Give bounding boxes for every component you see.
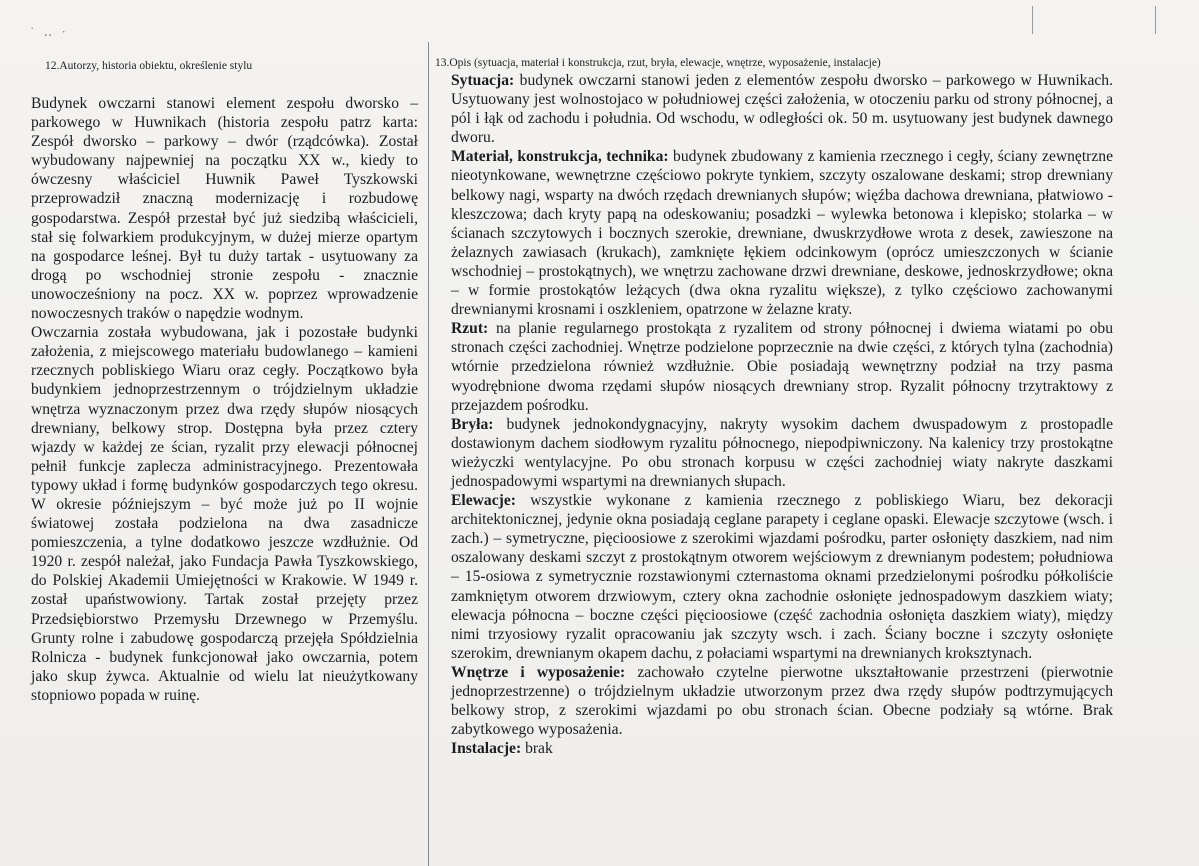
description-column [435,57,1113,758]
section-label: Rzut: [451,320,489,338]
top-border-line-left [1032,6,1033,34]
section-material [435,147,1113,319]
section-massing [435,415,1113,491]
section-label: Wnętrze i wyposażenie: [451,663,626,681]
section-body: wszystkie wykonane z kamienia rzecznego z pobliskiego Wiaru, bez dekoracji architektonicznej, jedynie okna posiadają ceglane parapety i ceglane opaski. Elewacje szczytowe (wsch. i zach.) – symetryczne, pięcioosiowe z szerokimi wjazdami pośrodku, parter osłonięty daszkiem, nad nim oszalowany deskami szczyt z prostokątnym otworem wejściowym z drewnianym podestem; południowa – 15-osiowa z symetrycznie rozstawionymi czternastoma oknami przedzielonymi pośrodku półkoliście zamkniętym otworem drzwiowym, cztery okna zachodnie osłonięte jednospadowym daszkiem wiaty; elewacja północna – boczne części pięcioosiowe (część zachodnia osłonięta daszkiem wiaty), między nimi trzyosiowy ryzalit opracowaniu jak szczyty wsch. i zach. Ściany boczne i szczyty osłonięte szerokim, drewnianym okapem dachu, z połaciami wspartymi na drewnianych kroksztynach. [451,492,1113,662]
history-text [31,94,418,705]
section-body: budynek jednokondygnacyjny, nakryty wysokim dachem dwuspadowym z prostopadle dostawionym dachem siodłowym ryzalitu północnego, niepodpiwniczony. Na kalenicy trzy prostokątne wieżyczki wentylacyjne. Po obu stronach korpusu w części zachodniej wiaty nakryte daszkami jednospadowymi wspartymi na drewnianych słupach. [451,415,1113,490]
section-label: Instalacje: [451,740,522,758]
description-heading: 13.Opis (sytuacja, materiał i konstrukcja, rzut, bryła, elewacje, wnętrze, wyposażenie, instalacje) [435,57,881,69]
section-label: Sytuacja: [451,72,515,89]
top-border-line-right [1155,6,1156,34]
section-installations [435,739,1113,758]
section-plan [435,319,1113,414]
section-interior [435,663,1113,739]
history-heading: 12.Autorzy, historia obiektu, określenie stylu [45,60,253,72]
section-body: zachowało czytelne pierwotne ukształtowanie przestrzeni (pierwotnie jednoprzestrzenne) o trójdzielnym układzie utworzonym przez dwa rzędy słupów podtrzymujących belkowy strop, z szerokimi wjazdami po obu stronach ścian. Obecne podziały są wtórne. Brak zabytkowego wyposażenia. [451,663,1113,739]
column-divider [428,42,429,866]
history-paragraph-2: Owczarnia została wybudowana, jak i pozostałe budynki założenia, z miejscowego materiału budowlanego – kamieni rzecznych pobliskiego Wiaru oraz cegły. Początkowo była budynkiem jednoprzestrzennym o trójdzielnym układzie wnętrza wyznaczonym przez dwa rzędy słupów niosących drewniany, belkowy strop. Dostępna była przez cztery wjazdy w każdej ze ścian, ryzalit przy elewacji północnej pełnił funkcje zaplecza administracyjnego. Prezentowała typowy układ i formę budynków gospodarczych tego okresu. W okresie późniejszym – być może już po II wojnie światowej została podzielona na dwa zasadnicze pomieszczenia, a tylne dodatkowo jeszcze wzdłużnie. Od 1920 r. zespół należał, jako Fundacja Pawła Tyszkowskiego, do Polskiej Akademii Umiejętności w Krakowie. W 1949 r. został upaństwowiony. Tartak został przejęty przez Przedsiębiorstwo Przemysłu Drzewnego w Przemyślu. Grunty rolne i zabudowę gospodarczą przejęła Spółdzielnia Rolnicza - budynek funkcjonował jako owczarnia, potem jako skup żywca. Aktualnie od wielu lat nieużytkowany stopniowo popada w ruinę. [31,324,418,704]
history-column [31,60,418,705]
description-text [435,71,1113,758]
section-label: Elewacje: [451,492,516,510]
section-label: Materiał, konstrukcja, technika: [451,148,669,166]
history-paragraph-1: Budynek owczarni stanowi element zespołu dworsko – parkowego w Huwnikach (historia zespołu patrz karta: Zespół dworsko – parkowy – dwór (rządcówka). Został wybudowany najpewniej na początku XX w., kiedy to ówczesny właściciel Huwnik Paweł Tyszkowski przeprowadził znaczną modernizację i rozbudowę gospodarstwa. Zespół przestał być już siedzibą właścicieli, stał się folwarkiem produkcyjnym, w dużej mierze opartym na gospodarce leśnej. Był tu duży tartak - usytuowany za drogą po wschodniej stronie zespołu - znacznie unowocześniony na pocz. XX w. poprzez wprowadzenie nowoczesnych traków o napędzie wodnym. [31,95,418,323]
section-situation [435,71,1113,147]
section-elevations [435,491,1113,663]
scan-specks: ˙ ‥ · [30,24,69,39]
section-body: budynek zbudowany z kamienia rzecznego i cegły, ściany zewnętrzne nieotynkowane, wewnętrzne częściowo pokryte tynkiem, szczyty oszalowane deskami; strop drewniany belkowy nagi, wsparty na dwóch rzędach drewnianych słupów; więźba dachowa drewniana, płatwiowo - kleszczowa; dach kryty papą na odeskowaniu; posadzki – wylewka betonowa i klepisko; stolarka – w ścianach szczytowych i bocznych szerokie, drewniane, dwuskrzydłowe wrota z desek, zawieszone na żelaznych zawiasach (krukach), zamknięte łękiem odcinkowym (oprócz umieszczonych w ścianie wschodniej – prostokątnych), we wnętrzu zachowane drzwi drewniane, deskowe, jednoskrzydłowe; okna – w formie prostokątów leżących (dwa okna ryzalitu większe), z tylko częściowo zachowanymi drewnianymi krosnami i oszkleniem, opatrzone w żelazne kraty. [451,148,1114,319]
section-body: budynek owczarni stanowi jeden z elementów zespołu dworsko – parkowego w Huwnikach. Usytuowany jest wolnostojaco w południowej części założenia, w otoczeniu parku od strony północnej, a pól i łąk od zachodu i południa. Od wschodu, w odległości ok. 50 m. usytuowany jest budynek dawnego dworu. [451,72,1113,147]
section-body: na planie regularnego prostokąta z ryzalitem od strony północnej i dwiema wiatami po obu stronach części zachodniej. Wnętrze podzielone poprzecznie na dwie części, z których tylna (zachodnia) wtórnie przedzielona również wzdłużnie. Obie posiadają wewnętrzny podział na trzy pasma wyodrębnione dwoma rzędami słupów niosących drewniany strop. Ryzalit północny trzytraktowy z przejazdem pośrodku. [451,320,1113,414]
section-body: brak [521,740,553,758]
section-label: Bryła: [451,415,494,433]
